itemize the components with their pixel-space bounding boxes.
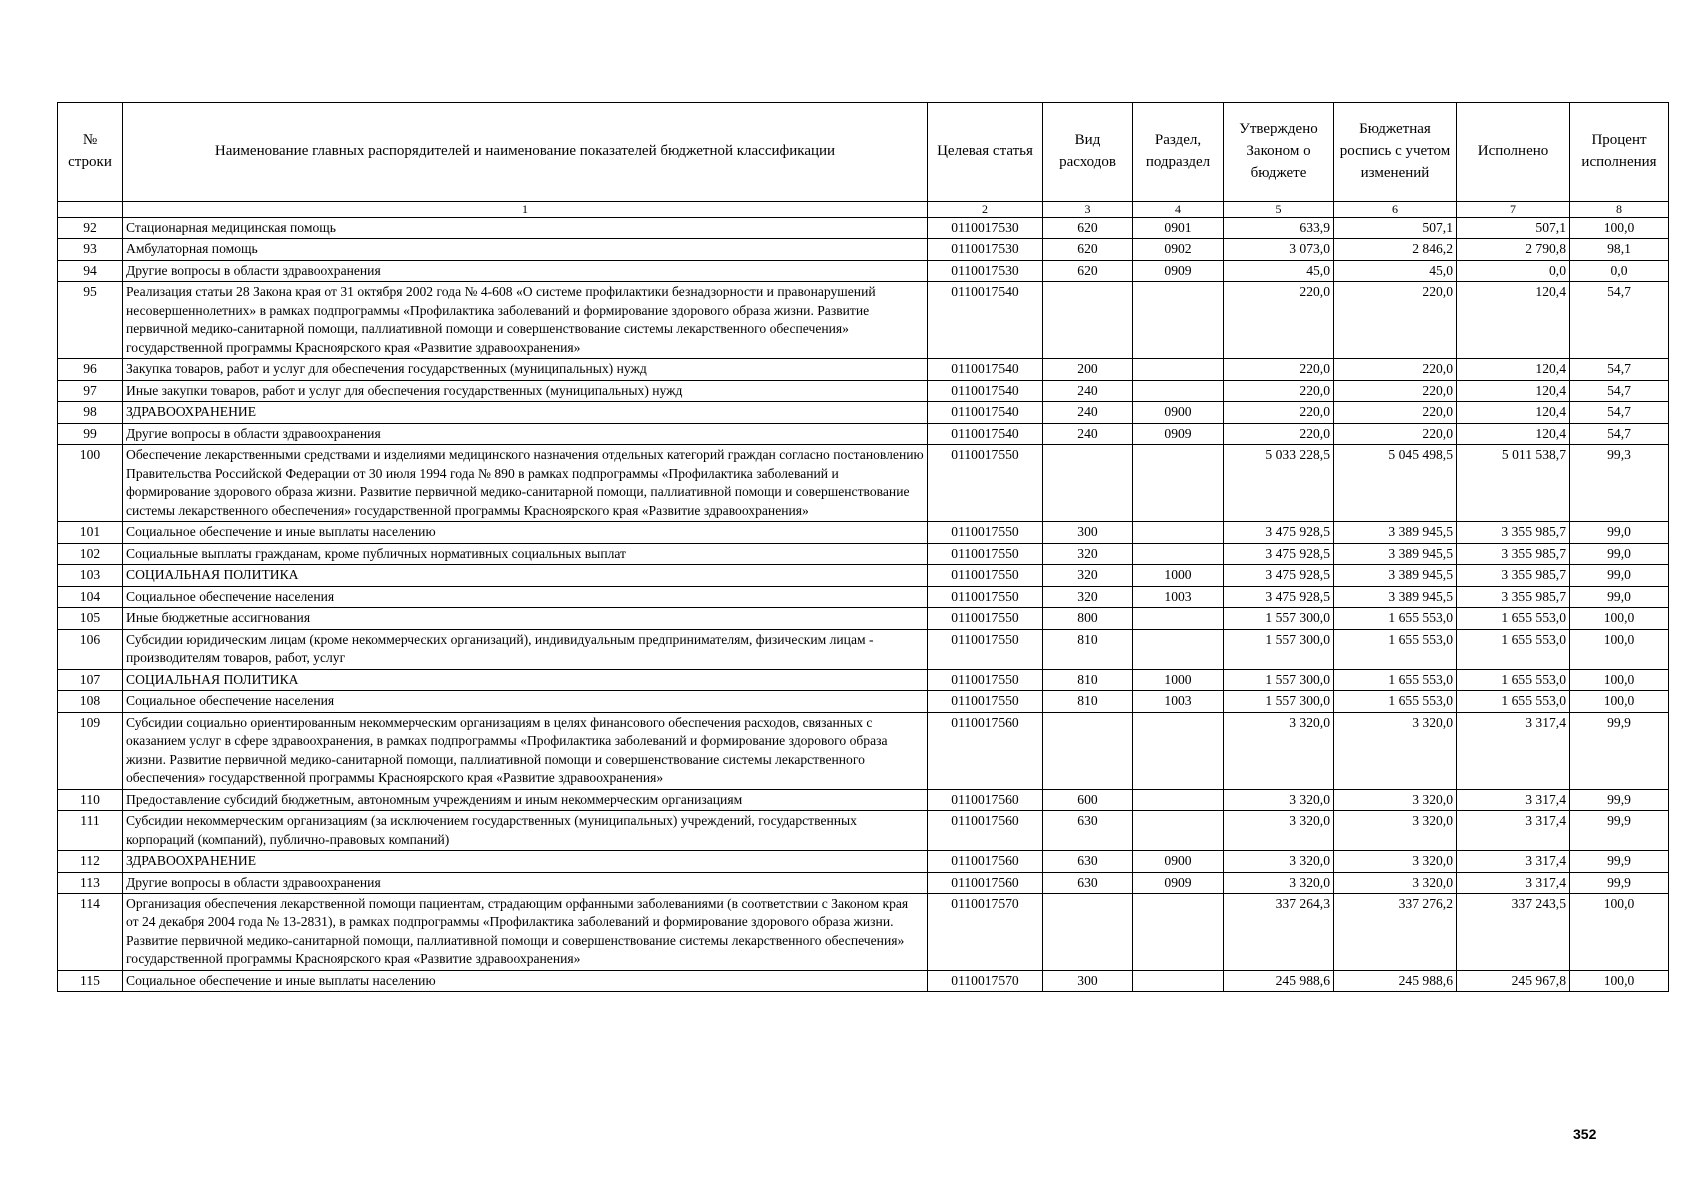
target-article-cell: 0110017560 (928, 872, 1043, 893)
expense-type-cell: 630 (1043, 872, 1133, 893)
executed-cell: 3 355 985,7 (1457, 522, 1570, 543)
expense-type-cell (1043, 893, 1133, 970)
executed-cell: 3 355 985,7 (1457, 586, 1570, 607)
target-article-cell: 0110017530 (928, 218, 1043, 239)
header-approved: Утверждено Законом о бюджете (1224, 103, 1334, 202)
column-number: 5 (1224, 202, 1334, 218)
row-number-cell: 94 (58, 260, 123, 281)
name-cell: Субсидии некоммерческим организациям (за исключением государственных (муниципальных) учреждений, государственных корпораций (компаний), публично-правовых компаний) (123, 811, 928, 851)
section-cell (1133, 445, 1224, 522)
target-article-cell: 0110017530 (928, 239, 1043, 260)
budget-list-cell: 2 846,2 (1334, 239, 1457, 260)
name-cell: Другие вопросы в области здравоохранения (123, 872, 928, 893)
name-cell: Социальные выплаты гражданам, кроме публичных нормативных социальных выплат (123, 543, 928, 564)
percent-cell: 100,0 (1570, 629, 1669, 669)
expense-type-cell: 200 (1043, 359, 1133, 380)
approved-cell: 337 264,3 (1224, 893, 1334, 970)
budget-execution-table (57, 102, 1669, 992)
name-cell: Социальное обеспечение населения (123, 691, 928, 712)
approved-cell: 245 988,6 (1224, 970, 1334, 991)
table-row (58, 608, 1669, 629)
section-cell (1133, 629, 1224, 669)
section-cell: 0909 (1133, 872, 1224, 893)
budget-list-cell: 220,0 (1334, 402, 1457, 423)
name-cell: Иные бюджетные ассигнования (123, 608, 928, 629)
row-number-cell: 112 (58, 851, 123, 872)
executed-cell: 507,1 (1457, 218, 1570, 239)
header-row-number: № строки (58, 103, 123, 202)
section-cell: 1003 (1133, 691, 1224, 712)
expense-type-cell: 630 (1043, 851, 1133, 872)
table-row (58, 691, 1669, 712)
percent-cell: 99,0 (1570, 522, 1669, 543)
approved-cell: 3 475 928,5 (1224, 586, 1334, 607)
row-number-cell: 113 (58, 872, 123, 893)
budget-list-cell: 245 988,6 (1334, 970, 1457, 991)
row-number-cell: 97 (58, 380, 123, 401)
percent-cell: 100,0 (1570, 608, 1669, 629)
row-number-cell: 103 (58, 565, 123, 586)
section-cell (1133, 380, 1224, 401)
column-number: 7 (1457, 202, 1570, 218)
budget-list-cell: 1 655 553,0 (1334, 608, 1457, 629)
expense-type-cell: 240 (1043, 402, 1133, 423)
executed-cell: 3 355 985,7 (1457, 543, 1570, 564)
percent-cell: 99,9 (1570, 712, 1669, 789)
executed-cell: 3 317,4 (1457, 872, 1570, 893)
executed-cell: 120,4 (1457, 282, 1570, 359)
budget-list-cell: 3 320,0 (1334, 851, 1457, 872)
target-article-cell: 0110017550 (928, 608, 1043, 629)
percent-cell: 100,0 (1570, 218, 1669, 239)
budget-list-cell: 45,0 (1334, 260, 1457, 281)
row-number-cell: 109 (58, 712, 123, 789)
target-article-cell: 0110017540 (928, 423, 1043, 444)
name-cell: Реализация статьи 28 Закона края от 31 октября 2002 года № 4-608 «О системе профилактики безнадзорности и правонарушений несовершеннолетних» в рамках подпрограммы «Профилактика заболеваний и формирование здорового образа жизни. Развитие первичной медико-санитарной помощи, паллиативной помощи и совершенствование системы лекарственного обеспечения» государственной программы Красноярского края «Развитие здравоохранения» (123, 282, 928, 359)
table-row (58, 712, 1669, 789)
approved-cell: 220,0 (1224, 402, 1334, 423)
header-executed: Исполнено (1457, 103, 1570, 202)
executed-cell: 0,0 (1457, 260, 1570, 281)
header-section: Раздел, подраздел (1133, 103, 1224, 202)
expense-type-cell (1043, 445, 1133, 522)
target-article-cell: 0110017550 (928, 565, 1043, 586)
budget-list-cell: 220,0 (1334, 282, 1457, 359)
approved-cell: 1 557 300,0 (1224, 629, 1334, 669)
approved-cell: 3 073,0 (1224, 239, 1334, 260)
percent-cell: 99,9 (1570, 872, 1669, 893)
percent-cell: 54,7 (1570, 402, 1669, 423)
column-number: 8 (1570, 202, 1669, 218)
target-article-cell: 0110017530 (928, 260, 1043, 281)
name-cell: Организация обеспечения лекарственной помощи пациентам, страдающим орфанными заболеваниями (в соответствии с Законом края от 24 декабря 2004 года № 13-2831), в рамках подпрограммы «Профилактика заболеваний и формирование здорового образа жизни. Развитие первичной медико-санитарной помощи, паллиативной помощи и совершенствование системы лекарственного обеспечения» государственной программы Красноярского края «Развитие здравоохранения» (123, 893, 928, 970)
expense-type-cell: 240 (1043, 380, 1133, 401)
page-number: 352 (1573, 1126, 1597, 1142)
executed-cell: 3 317,4 (1457, 851, 1570, 872)
executed-cell: 120,4 (1457, 359, 1570, 380)
table-row (58, 218, 1669, 239)
name-cell: Другие вопросы в области здравоохранения (123, 260, 928, 281)
row-number-cell: 93 (58, 239, 123, 260)
target-article-cell: 0110017570 (928, 970, 1043, 991)
section-cell: 0900 (1133, 851, 1224, 872)
section-cell (1133, 608, 1224, 629)
section-cell: 0902 (1133, 239, 1224, 260)
section-cell: 0901 (1133, 218, 1224, 239)
table-body (58, 218, 1669, 992)
row-number-cell: 104 (58, 586, 123, 607)
header-budget-list: Бюджетная роспись с учетом изменений (1334, 103, 1457, 202)
percent-cell: 99,3 (1570, 445, 1669, 522)
section-cell (1133, 359, 1224, 380)
budget-list-cell: 3 389 945,5 (1334, 522, 1457, 543)
column-number: 4 (1133, 202, 1224, 218)
executed-cell: 120,4 (1457, 380, 1570, 401)
approved-cell: 1 557 300,0 (1224, 669, 1334, 690)
row-number-cell: 101 (58, 522, 123, 543)
percent-cell: 99,0 (1570, 565, 1669, 586)
approved-cell: 1 557 300,0 (1224, 608, 1334, 629)
expense-type-cell: 620 (1043, 239, 1133, 260)
name-cell: Субсидии юридическим лицам (кроме некоммерческих организаций), индивидуальным предпринимателям, физическим лицам - производителям товаров, работ, услуг (123, 629, 928, 669)
executed-cell: 337 243,5 (1457, 893, 1570, 970)
executed-cell: 120,4 (1457, 423, 1570, 444)
row-number-cell: 105 (58, 608, 123, 629)
table-row (58, 359, 1669, 380)
percent-cell: 54,7 (1570, 380, 1669, 401)
row-number-cell: 92 (58, 218, 123, 239)
executed-cell: 3 317,4 (1457, 712, 1570, 789)
target-article-cell: 0110017540 (928, 402, 1043, 423)
executed-cell: 3 317,4 (1457, 789, 1570, 810)
target-article-cell: 0110017550 (928, 669, 1043, 690)
expense-type-cell (1043, 712, 1133, 789)
budget-list-cell: 3 320,0 (1334, 789, 1457, 810)
expense-type-cell: 620 (1043, 218, 1133, 239)
name-cell: Предоставление субсидий бюджетным, автономным учреждениям и иным некоммерческим организациям (123, 789, 928, 810)
approved-cell: 220,0 (1224, 282, 1334, 359)
name-cell: СОЦИАЛЬНАЯ ПОЛИТИКА (123, 565, 928, 586)
row-number-cell: 111 (58, 811, 123, 851)
expense-type-cell: 300 (1043, 522, 1133, 543)
table-row (58, 586, 1669, 607)
table-row (58, 565, 1669, 586)
header-expense-type: Вид расходов (1043, 103, 1133, 202)
table-row (58, 789, 1669, 810)
executed-cell: 120,4 (1457, 402, 1570, 423)
row-number-cell: 95 (58, 282, 123, 359)
budget-list-cell: 3 320,0 (1334, 811, 1457, 851)
budget-list-cell: 1 655 553,0 (1334, 691, 1457, 712)
section-cell: 0909 (1133, 260, 1224, 281)
name-cell: Другие вопросы в области здравоохранения (123, 423, 928, 444)
name-cell: Социальное обеспечение и иные выплаты населению (123, 522, 928, 543)
budget-list-cell: 220,0 (1334, 380, 1457, 401)
expense-type-cell: 810 (1043, 629, 1133, 669)
approved-cell: 220,0 (1224, 359, 1334, 380)
approved-cell: 220,0 (1224, 423, 1334, 444)
percent-cell: 0,0 (1570, 260, 1669, 281)
budget-list-cell: 3 389 945,5 (1334, 543, 1457, 564)
name-cell: Социальное обеспечение населения (123, 586, 928, 607)
table-row (58, 669, 1669, 690)
table-row (58, 445, 1669, 522)
row-number-cell: 107 (58, 669, 123, 690)
percent-cell: 100,0 (1570, 691, 1669, 712)
budget-list-cell: 3 389 945,5 (1334, 565, 1457, 586)
target-article-cell: 0110017560 (928, 811, 1043, 851)
executed-cell: 2 790,8 (1457, 239, 1570, 260)
name-cell: ЗДРАВООХРАНЕНИЕ (123, 402, 928, 423)
name-cell: Амбулаторная помощь (123, 239, 928, 260)
budget-list-cell: 337 276,2 (1334, 893, 1457, 970)
row-number-cell: 99 (58, 423, 123, 444)
percent-cell: 99,9 (1570, 851, 1669, 872)
row-number-cell: 114 (58, 893, 123, 970)
name-cell: Закупка товаров, работ и услуг для обеспечения государственных (муниципальных) нужд (123, 359, 928, 380)
expense-type-cell: 240 (1043, 423, 1133, 444)
target-article-cell: 0110017540 (928, 282, 1043, 359)
percent-cell: 99,9 (1570, 811, 1669, 851)
name-cell: ЗДРАВООХРАНЕНИЕ (123, 851, 928, 872)
executed-cell: 1 655 553,0 (1457, 608, 1570, 629)
expense-type-cell: 810 (1043, 669, 1133, 690)
section-cell: 1000 (1133, 565, 1224, 586)
executed-cell: 3 317,4 (1457, 811, 1570, 851)
target-article-cell: 0110017560 (928, 851, 1043, 872)
percent-cell: 99,0 (1570, 586, 1669, 607)
header-target-article: Целевая статья (928, 103, 1043, 202)
section-cell: 0909 (1133, 423, 1224, 444)
percent-cell: 54,7 (1570, 359, 1669, 380)
approved-cell: 220,0 (1224, 380, 1334, 401)
section-cell (1133, 811, 1224, 851)
expense-type-cell: 800 (1043, 608, 1133, 629)
approved-cell: 3 320,0 (1224, 712, 1334, 789)
target-article-cell: 0110017550 (928, 445, 1043, 522)
target-article-cell: 0110017550 (928, 522, 1043, 543)
table-row (58, 402, 1669, 423)
percent-cell: 100,0 (1570, 970, 1669, 991)
expense-type-cell (1043, 282, 1133, 359)
budget-list-cell: 1 655 553,0 (1334, 669, 1457, 690)
approved-cell: 3 475 928,5 (1224, 565, 1334, 586)
column-number: 6 (1334, 202, 1457, 218)
target-article-cell: 0110017560 (928, 789, 1043, 810)
budget-list-cell: 5 045 498,5 (1334, 445, 1457, 522)
row-number-cell: 98 (58, 402, 123, 423)
section-cell (1133, 970, 1224, 991)
expense-type-cell: 320 (1043, 543, 1133, 564)
executed-cell: 245 967,8 (1457, 970, 1570, 991)
approved-cell: 3 475 928,5 (1224, 543, 1334, 564)
budget-list-cell: 3 320,0 (1334, 872, 1457, 893)
budget-list-cell: 1 655 553,0 (1334, 629, 1457, 669)
column-number: 2 (928, 202, 1043, 218)
budget-list-cell: 220,0 (1334, 359, 1457, 380)
column-number: 1 (123, 202, 928, 218)
percent-cell: 99,0 (1570, 543, 1669, 564)
column-number (58, 202, 123, 218)
expense-type-cell: 300 (1043, 970, 1133, 991)
expense-type-cell: 810 (1043, 691, 1133, 712)
table-row (58, 970, 1669, 991)
target-article-cell: 0110017550 (928, 691, 1043, 712)
column-number: 3 (1043, 202, 1133, 218)
percent-cell: 99,9 (1570, 789, 1669, 810)
percent-cell: 54,7 (1570, 282, 1669, 359)
name-cell: Субсидии социально ориентированным некоммерческим организациям в целях финансового обеспечения расходов, связанных с оказанием услуг в сфере здравоохранения, в рамках подпрограммы «Профилактика заболеваний и формирование здорового образа жизни. Развитие первичной медико-санитарной помощи, паллиативной помощи и совершенствование системы лекарственного обеспечения» государственной программы Красноярского края «Развитие здравоохранения» (123, 712, 928, 789)
row-number-cell: 106 (58, 629, 123, 669)
approved-cell: 3 475 928,5 (1224, 522, 1334, 543)
approved-cell: 3 320,0 (1224, 789, 1334, 810)
header-percent: Процент исполнения (1570, 103, 1669, 202)
approved-cell: 633,9 (1224, 218, 1334, 239)
table-row (58, 380, 1669, 401)
row-number-cell: 102 (58, 543, 123, 564)
header-name: Наименование главных распорядителей и наименование показателей бюджетной классификации (123, 103, 928, 202)
name-cell: СОЦИАЛЬНАЯ ПОЛИТИКА (123, 669, 928, 690)
table-row (58, 239, 1669, 260)
executed-cell: 1 655 553,0 (1457, 669, 1570, 690)
column-number-row (58, 202, 1669, 218)
executed-cell: 1 655 553,0 (1457, 691, 1570, 712)
table-row (58, 543, 1669, 564)
table-row (58, 260, 1669, 281)
table-row (58, 522, 1669, 543)
name-cell: Стационарная медицинская помощь (123, 218, 928, 239)
section-cell (1133, 789, 1224, 810)
row-number-cell: 96 (58, 359, 123, 380)
section-cell: 1003 (1133, 586, 1224, 607)
budget-list-cell: 3 389 945,5 (1334, 586, 1457, 607)
row-number-cell: 108 (58, 691, 123, 712)
row-number-cell: 110 (58, 789, 123, 810)
approved-cell: 45,0 (1224, 260, 1334, 281)
executed-cell: 5 011 538,7 (1457, 445, 1570, 522)
approved-cell: 5 033 228,5 (1224, 445, 1334, 522)
executed-cell: 1 655 553,0 (1457, 629, 1570, 669)
section-cell: 0900 (1133, 402, 1224, 423)
budget-list-cell: 220,0 (1334, 423, 1457, 444)
section-cell: 1000 (1133, 669, 1224, 690)
target-article-cell: 0110017550 (928, 629, 1043, 669)
row-number-cell: 115 (58, 970, 123, 991)
target-article-cell: 0110017570 (928, 893, 1043, 970)
table-row (58, 629, 1669, 669)
percent-cell: 54,7 (1570, 423, 1669, 444)
percent-cell: 100,0 (1570, 893, 1669, 970)
header-row (58, 103, 1669, 202)
percent-cell: 98,1 (1570, 239, 1669, 260)
table-row (58, 872, 1669, 893)
name-cell: Обеспечение лекарственными средствами и изделиями медицинского назначения отдельных категорий граждан согласно постановлению Правительства Российской Федерации от 30 июля 1994 года № 890 в рамках подпрограммы «Профилактика заболеваний и формирование здорового образа жизни. Развитие первичной медико-санитарной помощи, паллиативной помощи и совершенствование системы лекарственного обеспечения» государственной программы Красноярского края «Развитие здравоохранения» (123, 445, 928, 522)
expense-type-cell: 320 (1043, 565, 1133, 586)
approved-cell: 1 557 300,0 (1224, 691, 1334, 712)
approved-cell: 3 320,0 (1224, 811, 1334, 851)
approved-cell: 3 320,0 (1224, 851, 1334, 872)
section-cell (1133, 893, 1224, 970)
target-article-cell: 0110017540 (928, 359, 1043, 380)
target-article-cell: 0110017540 (928, 380, 1043, 401)
expense-type-cell: 600 (1043, 789, 1133, 810)
table-row (58, 423, 1669, 444)
section-cell (1133, 282, 1224, 359)
executed-cell: 3 355 985,7 (1457, 565, 1570, 586)
row-number-cell: 100 (58, 445, 123, 522)
table-row (58, 811, 1669, 851)
budget-list-cell: 507,1 (1334, 218, 1457, 239)
table-row (58, 851, 1669, 872)
section-cell (1133, 522, 1224, 543)
expense-type-cell: 620 (1043, 260, 1133, 281)
percent-cell: 100,0 (1570, 669, 1669, 690)
target-article-cell: 0110017550 (928, 586, 1043, 607)
table-row (58, 893, 1669, 970)
section-cell (1133, 712, 1224, 789)
name-cell: Социальное обеспечение и иные выплаты населению (123, 970, 928, 991)
expense-type-cell: 630 (1043, 811, 1133, 851)
table-row (58, 282, 1669, 359)
target-article-cell: 0110017550 (928, 543, 1043, 564)
approved-cell: 3 320,0 (1224, 872, 1334, 893)
section-cell (1133, 543, 1224, 564)
name-cell: Иные закупки товаров, работ и услуг для обеспечения государственных (муниципальных) нужд (123, 380, 928, 401)
budget-list-cell: 3 320,0 (1334, 712, 1457, 789)
target-article-cell: 0110017560 (928, 712, 1043, 789)
expense-type-cell: 320 (1043, 586, 1133, 607)
